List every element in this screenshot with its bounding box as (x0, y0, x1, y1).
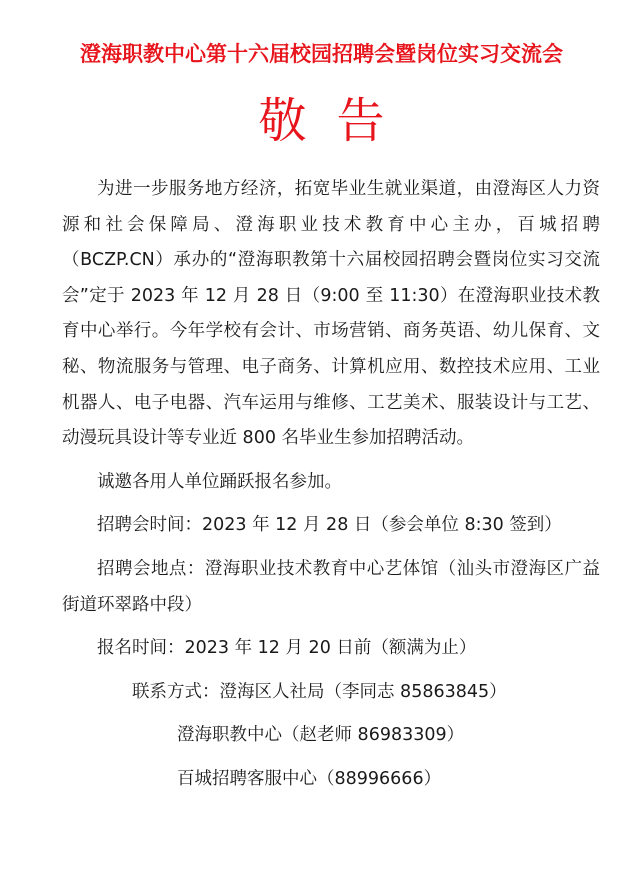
contact-item: 澄海区人社局（李同志 85863845） (219, 681, 507, 702)
contact-item: 澄海职教中心（赵老师 86983309） (177, 725, 465, 746)
contact-label: 联系方式： (132, 681, 220, 702)
registration-line: 报名时间：2023 年 12 月 20 日前（额满为止） (97, 638, 477, 659)
notice-heading: 敬告 (258, 93, 415, 149)
notice-body (62, 172, 600, 798)
invitation-line: 诚邀各用人单位踊跃报名参加。 (97, 471, 342, 492)
event-title: 澄海职教中心第十六届校园招聘会暨岗位实习交流会 (80, 42, 563, 66)
fair-location-line: 招聘会地点：澄海职业技术教育中心艺体馆（汕头市澄海区广益街道环翠路中段） (62, 558, 600, 615)
intro-paragraph: 为进一步服务地方经济，拓宽毕业生就业渠道，由澄海区人力资源和社会保障局、澄海职业技术教育中心主办，百城招聘（BCZP.CN）承办的“澄海职教第十六届校园招聘会暨岗位实习交流会”定于 2023 年 12 月 28 日（9:00 至 11:30）在澄海职业技术教育中心举行。今年学校有会计、市场营销、商务英语、幼儿保育、文秘、物流服务与管理、电子商务、计算机应用、数控技术应用、工业机器人、电子电器、汽车运用与维修、工艺美术、服装设计与工艺、动漫玩具设计等专业近 800 名毕业生参加招聘活动。 (62, 179, 600, 449)
contact-line (62, 675, 600, 711)
fair-time-line: 招聘会时间：2023 年 12 月 28 日（参会单位 8:30 签到） (97, 515, 562, 536)
contact-item: 百城招聘客服中心（88996666） (177, 768, 442, 789)
